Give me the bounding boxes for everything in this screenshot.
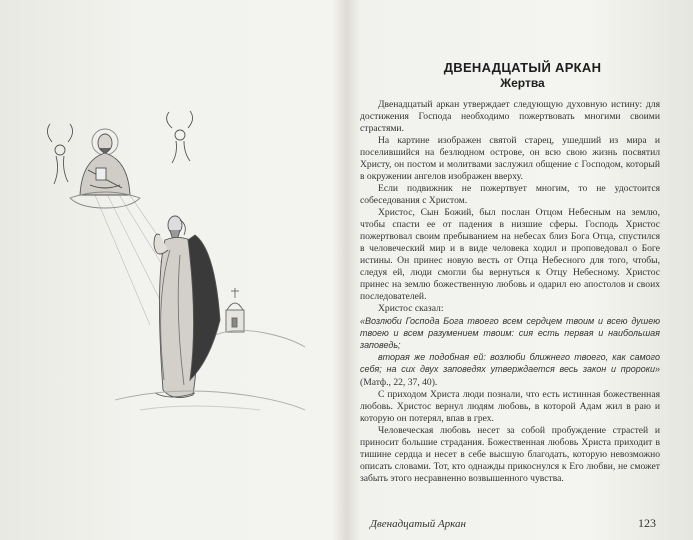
icon-illustration-christ-and-hermit bbox=[30, 110, 330, 455]
text-column bbox=[360, 60, 660, 485]
paragraph: С приходом Христа люди познали, что есть истинная божественная любовь. Христос вернул людям любовь, в которой Адам жил в раю и которую он потерял, впав в грех. bbox=[360, 389, 660, 424]
running-footer: Двенадцатый Аркан bbox=[370, 518, 467, 530]
body-text bbox=[360, 99, 660, 485]
paragraph: Двенадцатый аркан утверждает следующую духовную истину: для достижения Господа необходимо пожертвовать многими своими страстями. bbox=[360, 99, 660, 134]
right-angel-icon bbox=[167, 111, 193, 163]
paragraph: Если подвижник не пожертвует многим, то не удостоится собеседования с Христом. bbox=[360, 183, 660, 206]
church-icon bbox=[215, 288, 305, 347]
hermit-figure-icon bbox=[154, 216, 220, 398]
paragraph: На картине изображен святой старец, ушедший из мира и поселившийся на безлюдном острове, он всю свою жизнь посвятил Христу, он постом и молитвами заслужил общение с Господом, который в окружении ангелов изображен вверху. bbox=[360, 135, 660, 182]
left-angel-icon bbox=[47, 124, 72, 184]
chapter-subtitle: Жертва bbox=[500, 76, 545, 90]
paragraph: Христос, Сын Божий, был послан Отцом Небесным на землю, чтобы спасти ее от падения в низшие сферы. Господь Христос пожертвовал своим пребыванием на небесах близ Бога Отца, спустился в человеческий мир и в виде человека ходил и проповедовал о Боге истины. Он принес новую весть от Отца Небесного для того, чтобы, следуя ей, люди смогли бы вернуться к Отцу Небесному. Христос принес на землю божественную любовь и одарил ею апостолов и своих последователей. bbox=[360, 207, 660, 302]
paragraph: Христос сказал: bbox=[378, 303, 444, 314]
chapter-title: ДВЕНАДЦАТЫЙ АРКАН bbox=[443, 60, 602, 75]
chapter-heading bbox=[360, 60, 660, 90]
christ-figure-icon bbox=[70, 129, 140, 208]
page-number: 123 bbox=[638, 516, 656, 530]
quote-text: вторая же подобная ей: возлюби ближнего твоего, как самого себя; на сих двух заповедях утверждается весь закон и пророки» bbox=[360, 352, 660, 374]
scripture-quote-continued bbox=[360, 351, 660, 389]
scripture-reference: (Матф., 22, 37, 40). bbox=[360, 377, 438, 388]
paragraph: Человеческая любовь несет за собой пробуждение страстей и приносит большие страдания. Божественная любовь Христа приходит в тишине сердца и несет в себе высшую благодать, которую невозможно описать словами. Тот, кто однажды прикоснулся к Его любви, не сможет забыть этого несравненно возвышенного чувства. bbox=[360, 425, 660, 484]
scripture-quote: «Возлюби Господа Бога твоего всем сердцем твоим и всею душею твоею и всем разумением твоим: сия есть первая и наибольшая заповедь; bbox=[360, 316, 660, 350]
